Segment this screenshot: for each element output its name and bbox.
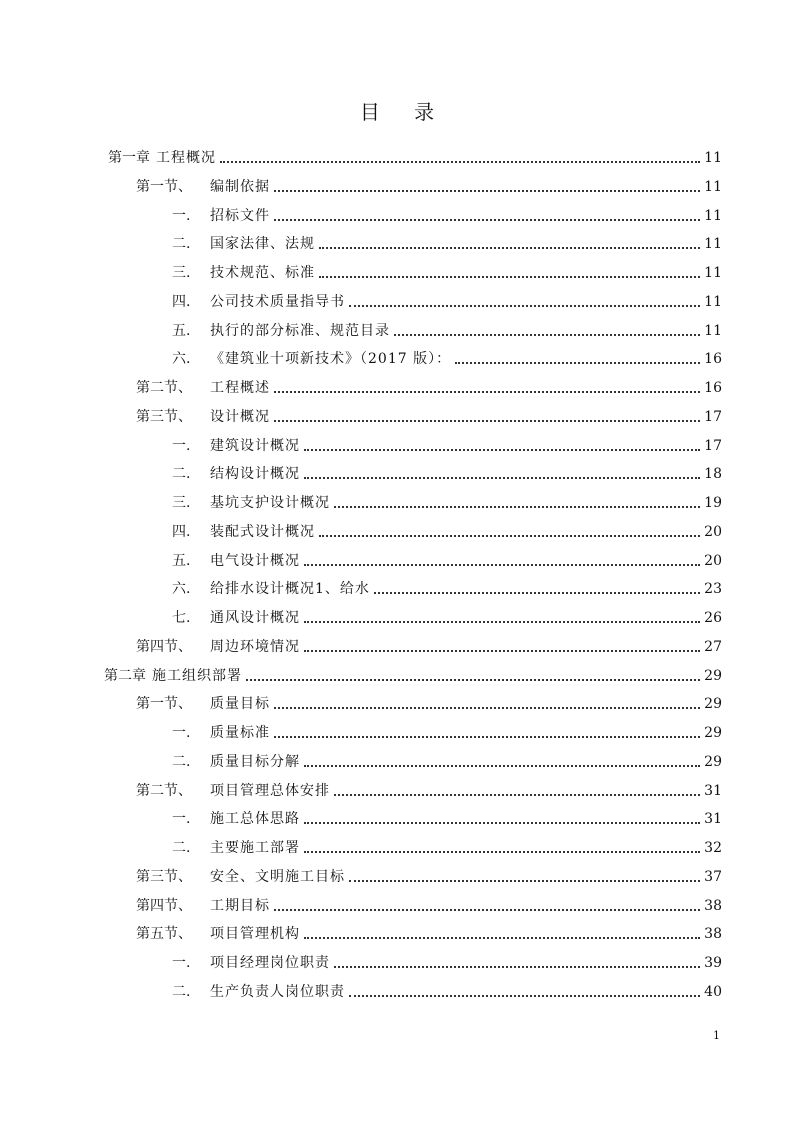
toc-entry[interactable] <box>172 799 722 828</box>
toc-leader-dots <box>394 334 700 336</box>
toc-entry-title: 基坑支护设计概况 <box>210 495 330 511</box>
toc-entry-number: 第二章 <box>104 667 146 684</box>
toc-entry-page: 39 <box>704 955 722 971</box>
toc-entry-page: 19 <box>704 495 722 511</box>
page-number: 1 <box>713 1029 720 1042</box>
toc-entry[interactable] <box>104 656 722 685</box>
toc-entry[interactable] <box>136 914 722 943</box>
toc-leader-dots <box>319 276 700 278</box>
toc-entry-title: 施工总体思路 <box>210 811 300 828</box>
toc-entry-page: 11 <box>704 178 722 195</box>
toc-entry-number: 一. <box>172 207 191 224</box>
toc-entry-page: 17 <box>704 408 722 425</box>
toc-leader-dots <box>334 506 700 508</box>
toc-entry-number: 第一章 <box>108 150 150 166</box>
toc-leader-dots <box>304 937 700 939</box>
toc-entry-number: 二. <box>172 466 191 483</box>
toc-entry-title: 工期目标 <box>210 897 270 914</box>
toc-entry-number: 六. <box>172 351 191 368</box>
toc-entry-title: 执行的部分标准、规范目录 <box>210 322 390 339</box>
toc-entry-number: 二. <box>172 983 191 1000</box>
toc-entry[interactable] <box>136 368 722 397</box>
toc-entry[interactable] <box>172 828 722 857</box>
toc-entry[interactable] <box>136 886 722 915</box>
toc-entry-page: 11 <box>704 150 722 166</box>
toc-entry-page: 11 <box>704 236 722 253</box>
toc-entry[interactable] <box>172 598 722 627</box>
toc-leader-dots <box>349 305 700 307</box>
toc-entry-page: 11 <box>704 322 722 339</box>
toc-entry[interactable] <box>136 684 722 713</box>
toc-leader-dots <box>319 535 700 537</box>
toc-entry[interactable] <box>136 397 722 426</box>
toc-entry-title: 公司技术质量指导书 <box>210 293 345 310</box>
toc-leader-dots <box>374 592 700 594</box>
toc-entry-number: 第一节、 <box>136 178 192 195</box>
toc-leader-dots <box>334 966 700 968</box>
toc-entry[interactable] <box>172 483 722 512</box>
toc-entry-title: 编制依据 <box>210 178 270 195</box>
toc-entry-title: 给排水设计概况1、给水 <box>210 581 370 598</box>
toc-entry-title: 生产负责人岗位职责 <box>210 983 345 1000</box>
toc-entry-number: 二. <box>172 753 191 770</box>
toc-entry-title: 装配式设计概况 <box>210 523 315 540</box>
toc-entry[interactable] <box>172 454 722 483</box>
toc-entry-number: 七. <box>172 610 191 626</box>
toc-leader-dots <box>304 477 700 479</box>
toc-leader-dots <box>304 851 700 853</box>
toc-entry-number: 第二节、 <box>136 380 192 396</box>
toc-entry-title: 质量目标 <box>210 696 270 713</box>
toc-entry-title: 主要施工部署 <box>210 840 300 856</box>
toc-entry-page: 37 <box>704 868 722 885</box>
toc-entry[interactable] <box>172 253 722 282</box>
toc-leader-dots <box>334 794 700 796</box>
toc-entry-page: 29 <box>704 667 722 684</box>
toc-leader-dots <box>274 909 700 911</box>
toc-entry-number: 二. <box>172 840 191 856</box>
toc-entry-number: 一. <box>172 811 191 828</box>
toc-entry[interactable] <box>172 541 722 570</box>
toc-entry[interactable] <box>136 167 722 196</box>
toc-entry[interactable] <box>172 569 722 598</box>
toc-entry-title: 项目管理机构 <box>210 926 300 943</box>
toc-entry[interactable] <box>172 224 722 253</box>
toc-leader-dots <box>304 650 700 652</box>
toc-entry-page: 31 <box>704 782 722 799</box>
toc-entry[interactable] <box>172 943 722 972</box>
toc-entry-page: 27 <box>704 638 722 655</box>
toc-entry[interactable] <box>172 426 722 455</box>
toc-entry-title: 《建筑业十项新技术》（2017 版）： <box>210 351 452 368</box>
toc-leader-dots <box>349 880 700 882</box>
toc-entry-page: 29 <box>704 753 722 770</box>
toc-entry-number: 二. <box>172 236 191 253</box>
toc-entry-page: 31 <box>704 811 722 828</box>
toc-entry-title: 建筑设计概况 <box>210 437 300 454</box>
toc-entry-title: 项目经理岗位职责 <box>210 955 330 971</box>
toc-entry-page: 16 <box>704 380 722 396</box>
toc-entry-title: 工程概述 <box>210 380 270 396</box>
toc-entry-page: 16 <box>704 351 722 368</box>
toc-entry-number: 一. <box>172 437 191 454</box>
toc-entry[interactable] <box>136 627 722 656</box>
toc-leader-dots <box>220 161 700 163</box>
toc-entry[interactable] <box>172 311 722 340</box>
toc-entry-number: 第三节、 <box>136 868 192 885</box>
toc-entry-title: 电气设计概况 <box>210 552 300 569</box>
toc-entry-title: 施工组织部署 <box>152 667 242 684</box>
toc-entry-number: 第四节、 <box>136 897 192 914</box>
toc-entry-number: 一. <box>172 725 191 741</box>
page-title: 目 录 <box>359 100 449 124</box>
toc-entry-title: 质量目标分解 <box>210 753 300 770</box>
toc-entry-page: 38 <box>704 926 722 943</box>
toc-entry-page: 18 <box>704 466 722 483</box>
toc-leader-dots <box>274 219 700 221</box>
toc-entry[interactable] <box>136 857 722 886</box>
toc-entry-title: 周边环境情况 <box>210 638 300 655</box>
toc-entry-page: 11 <box>704 265 722 281</box>
toc-entry-title: 设计概况 <box>210 408 270 425</box>
toc-entry-number: 第五节、 <box>136 926 192 943</box>
toc-entry-number: 第四节、 <box>136 638 192 655</box>
toc-entry[interactable] <box>136 771 722 800</box>
toc-leader-dots <box>246 679 700 681</box>
toc-leader-dots <box>274 420 700 422</box>
toc-entry-number: 五. <box>172 322 191 339</box>
toc-entry-number: 三. <box>172 495 191 511</box>
toc-entry[interactable] <box>172 339 722 368</box>
toc-entry-number: 六. <box>172 581 191 598</box>
toc-leader-dots <box>304 449 700 451</box>
toc-entry-number: 三. <box>172 265 191 281</box>
toc-entry-page: 11 <box>704 293 722 310</box>
toc-entry-page: 40 <box>704 983 722 1000</box>
toc-entry[interactable] <box>108 138 722 167</box>
toc-entry-number: 五. <box>172 552 191 569</box>
toc-leader-dots <box>319 247 700 249</box>
toc-entry[interactable] <box>172 282 722 311</box>
toc-entry[interactable] <box>172 713 722 742</box>
toc-leader-dots <box>304 564 700 566</box>
toc-entry-title: 国家法律、法规 <box>210 236 315 253</box>
toc-entry-page: 11 <box>704 207 722 224</box>
toc-entry[interactable] <box>172 512 722 541</box>
toc-leader-dots <box>304 765 700 767</box>
toc-entry-title: 安全、文明施工目标 <box>210 868 345 885</box>
toc-entry-title: 工程概况 <box>156 150 216 166</box>
toc-entry-number: 一. <box>172 955 191 971</box>
toc-entry-page: 32 <box>704 840 722 856</box>
toc-entry-page: 29 <box>704 696 722 713</box>
toc-entry[interactable] <box>172 196 722 225</box>
toc-entry-title: 质量标准 <box>210 725 270 741</box>
toc-entry-number: 四. <box>172 523 191 540</box>
toc-entry-title: 招标文件 <box>210 207 270 224</box>
toc-entry-number: 四. <box>172 293 191 310</box>
toc-entry-number: 第三节、 <box>136 408 192 425</box>
toc-entry-page: 29 <box>704 725 722 741</box>
toc-entry-page: 20 <box>704 523 722 540</box>
toc-entry[interactable] <box>172 742 722 771</box>
toc-leader-dots <box>349 995 700 997</box>
toc-entry-page: 38 <box>704 897 722 914</box>
toc-leader-dots <box>304 822 700 824</box>
toc-leader-dots <box>274 707 700 709</box>
toc-entry-number: 第一节、 <box>136 696 192 713</box>
toc-entry-title: 通风设计概况 <box>210 610 300 626</box>
toc-entry-title: 技术规范、标准 <box>210 265 315 281</box>
toc-leader-dots <box>274 190 700 192</box>
toc-entry-page: 17 <box>704 437 722 454</box>
toc-leader-dots <box>274 391 700 393</box>
toc-entry-number: 第二节、 <box>136 782 192 799</box>
toc-entry-page: 20 <box>704 552 722 569</box>
toc-entry-title: 结构设计概况 <box>210 466 300 483</box>
toc-leader-dots <box>304 621 700 623</box>
toc-entry-title: 项目管理总体安排 <box>210 782 330 799</box>
toc-entry-page: 26 <box>704 610 722 626</box>
toc-entry[interactable] <box>172 972 722 1001</box>
toc-entry-page: 23 <box>704 581 722 598</box>
toc-leader-dots <box>274 736 700 738</box>
toc-leader-dots <box>455 362 700 364</box>
